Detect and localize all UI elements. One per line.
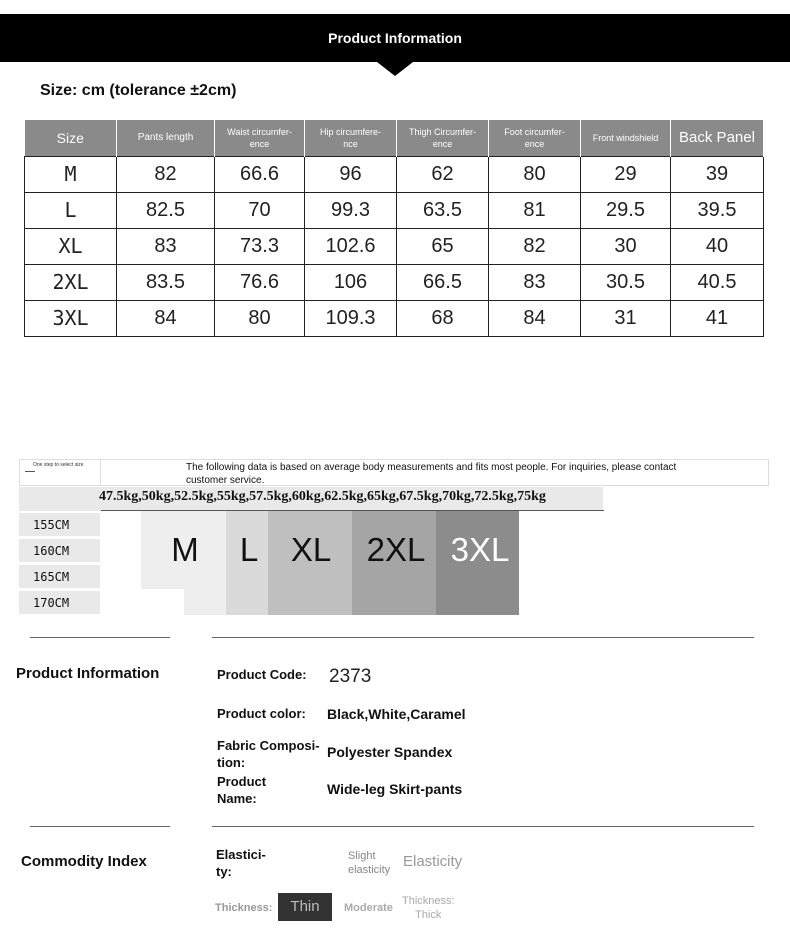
product-code-label: Product Code: bbox=[217, 667, 307, 682]
measure-cell: 66.6 bbox=[215, 156, 305, 192]
height-cell: 165CM bbox=[19, 565, 100, 589]
column-header bbox=[215, 120, 305, 156]
fabric-label-line-2: tion: bbox=[217, 755, 246, 770]
size-label-2xl: 2XL bbox=[366, 531, 426, 568]
measure-cell: 84 bbox=[117, 300, 215, 336]
measure-cell: 109.3 bbox=[305, 300, 397, 336]
column-header-line: Pants length bbox=[137, 132, 194, 144]
measure-cell: 39 bbox=[671, 156, 764, 192]
column-header bbox=[489, 120, 581, 156]
column-header bbox=[581, 120, 671, 156]
moderate-option: Moderate bbox=[344, 902, 393, 914]
measure-cell: 63.5 bbox=[397, 192, 489, 228]
measure-cell: 106 bbox=[305, 264, 397, 300]
table-row bbox=[25, 264, 764, 300]
product-code-value: 2373 bbox=[329, 666, 372, 687]
thick-line-1: Thickness: bbox=[402, 895, 455, 907]
measure-cell: 65 bbox=[397, 228, 489, 264]
elasticity-option: Elasticity bbox=[403, 853, 463, 870]
measure-cell: 76.6 bbox=[215, 264, 305, 300]
thick-line-2: Thick bbox=[415, 909, 442, 921]
column-header-line: Hip circumfere- bbox=[319, 126, 381, 137]
slight-line-1: Slight bbox=[348, 850, 376, 862]
measure-cell: 70 bbox=[215, 192, 305, 228]
product-name-label-line-1: Product bbox=[217, 774, 267, 789]
product-color-value: Black,White,Caramel bbox=[327, 706, 466, 722]
measure-cell: 83.5 bbox=[117, 264, 215, 300]
size-table bbox=[24, 120, 764, 337]
measure-cell: 73.3 bbox=[215, 228, 305, 264]
table-row bbox=[25, 156, 764, 192]
column-header-line: Foot circumfer- bbox=[504, 126, 565, 137]
column-header bbox=[671, 120, 764, 156]
thick-option bbox=[402, 894, 455, 922]
measure-cell: 99.3 bbox=[305, 192, 397, 228]
height-cell: 160CM bbox=[19, 539, 100, 563]
product-info-title: Product Information bbox=[16, 665, 160, 682]
size-cell: 2XL bbox=[25, 264, 117, 300]
height-cell: 170CM bbox=[19, 591, 100, 615]
size-cell: M bbox=[25, 156, 117, 192]
header-banner bbox=[0, 14, 790, 62]
elasticity-label bbox=[216, 846, 266, 880]
measure-cell: 41 bbox=[671, 300, 764, 336]
measure-cell: 62 bbox=[397, 156, 489, 192]
product-color-label: Product color: bbox=[217, 706, 306, 721]
table-row bbox=[25, 300, 764, 336]
measure-cell: 29.5 bbox=[581, 192, 671, 228]
measure-cell: 82 bbox=[489, 228, 581, 264]
measure-cell: 40.5 bbox=[671, 264, 764, 300]
size-chart-note: The following data is based on average body measurements and fits most people. For inquiries, please contact customer service. bbox=[186, 462, 677, 486]
column-header-line: Back Panel bbox=[679, 129, 755, 147]
column-header-line: Waist circumfer- bbox=[227, 126, 292, 137]
column-header-line: Front windshield bbox=[592, 132, 659, 143]
measure-cell: 83 bbox=[489, 264, 581, 300]
measure-cell: 83 bbox=[117, 228, 215, 264]
column-header bbox=[117, 120, 215, 156]
slight-elasticity-option bbox=[348, 849, 390, 877]
divider bbox=[30, 826, 170, 827]
column-header-line: ence bbox=[249, 138, 270, 149]
table-header-row bbox=[25, 120, 764, 156]
size-label-m: M bbox=[171, 531, 199, 568]
header-title: Product Information bbox=[328, 30, 462, 46]
column-header bbox=[305, 120, 397, 156]
measure-cell: 40 bbox=[671, 228, 764, 264]
size-cell: XL bbox=[25, 228, 117, 264]
elasticity-label-line-2: ty: bbox=[216, 864, 232, 879]
measure-cell: 66.5 bbox=[397, 264, 489, 300]
column-header-line: Size bbox=[56, 129, 84, 146]
size-label-xl: XL bbox=[290, 531, 332, 568]
size-cell: 3XL bbox=[25, 300, 117, 336]
measure-cell: 30.5 bbox=[581, 264, 671, 300]
table-row bbox=[25, 192, 764, 228]
table-row bbox=[25, 228, 764, 264]
weights-row: 47.5kg,50kg,52.5kg,55kg,57.5kg,60kg,62.5kg,65kg,67.5kg,70kg,72.5kg,75kg bbox=[99, 489, 546, 504]
column-header bbox=[397, 120, 489, 156]
elasticity-label-line-1: Elastici- bbox=[216, 847, 266, 862]
product-name-label bbox=[217, 773, 266, 807]
divider bbox=[212, 637, 754, 638]
table-body bbox=[25, 156, 764, 336]
measure-cell: 29 bbox=[581, 156, 671, 192]
column-header-line: nce bbox=[343, 138, 358, 149]
zone-white-lower bbox=[101, 589, 184, 615]
size-chart-tag-cell bbox=[20, 460, 101, 485]
size-label-3xl: 3XL bbox=[450, 531, 510, 568]
measure-cell: 96 bbox=[305, 156, 397, 192]
measure-cell: 39.5 bbox=[671, 192, 764, 228]
product-name-label-line-2: Name: bbox=[217, 791, 257, 806]
measure-cell: 82 bbox=[117, 156, 215, 192]
measure-cell: 81 bbox=[489, 192, 581, 228]
measure-cell: 30 bbox=[581, 228, 671, 264]
fabric-label bbox=[217, 737, 320, 771]
banner-pointer-icon bbox=[377, 62, 413, 76]
column-header bbox=[25, 120, 117, 156]
measure-cell: 80 bbox=[489, 156, 581, 192]
column-header-line: ence bbox=[432, 138, 453, 149]
measure-cell: 68 bbox=[397, 300, 489, 336]
divider bbox=[30, 637, 170, 638]
measure-cell: 80 bbox=[215, 300, 305, 336]
size-label-l: L bbox=[239, 531, 259, 568]
fabric-label-line-1: Fabric Composi- bbox=[217, 738, 320, 753]
tag-underline bbox=[25, 471, 35, 472]
product-name-value: Wide-leg Skirt-pants bbox=[327, 781, 463, 797]
measure-cell: 31 bbox=[581, 300, 671, 336]
thin-option: Thin bbox=[278, 893, 332, 921]
slight-line-2: elasticity bbox=[348, 864, 391, 876]
measure-cell: 84 bbox=[489, 300, 581, 336]
divider bbox=[212, 826, 754, 827]
measure-cell: 102.6 bbox=[305, 228, 397, 264]
fabric-value: Polyester Spandex bbox=[327, 744, 453, 760]
size-cell: L bbox=[25, 192, 117, 228]
measure-cell: 82.5 bbox=[117, 192, 215, 228]
size-chart-tag: One step to select size bbox=[33, 462, 84, 468]
commodity-index-title: Commodity Index bbox=[21, 853, 147, 870]
column-header-line: Thigh Circumfer- bbox=[408, 126, 476, 137]
column-header-line: ence bbox=[524, 138, 545, 149]
thickness-label: Thickness: bbox=[215, 902, 273, 914]
size-note: Size: cm (tolerance ±2cm) bbox=[40, 82, 237, 99]
height-cell: 155CM bbox=[19, 513, 100, 537]
